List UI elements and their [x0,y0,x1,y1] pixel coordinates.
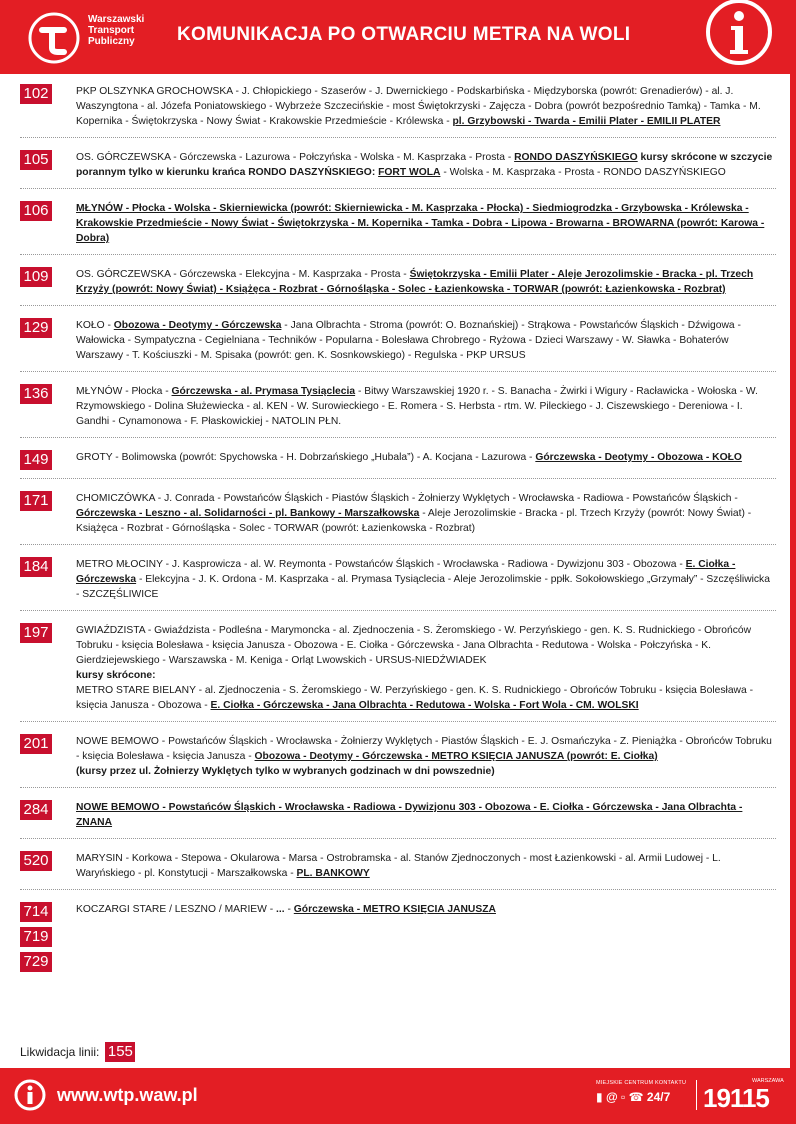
route-number-column [20,384,76,404]
route-segment: - [284,904,294,915]
route-number-column [20,150,76,170]
changed-segment: NOWE BEMOWO - Powstańców Śląskich - Wrocławska - Radiowa - Dywizjonu 303 - Obozowa - E. Ciołka - Górczewska - Jana Olbrachta - ZNANA [76,802,743,828]
route-segment: MARYSIN - Korkowa - Stepowa - Okularowa - Marsa - Ostrobramska - al. Stanów Zjednoczonych - most Łazienkowski - al. Armii Ludowej - L. Waryńskiego - pl. Konstytucji - Marszałkowska - [76,853,721,879]
route-segment: ... [276,904,285,915]
contact-number-part: 19 [703,1083,730,1113]
route-row [20,197,776,255]
route-segment: - Jana Olbrachta - Stroma (powrót: O. Boznańskiej) - Strąkowa - Powstańców Śląskich - Dźwigowa - Wałowicka - Sympatyczna - Cegielniana - Techników - Popularna - Bolesława Chrobrego - Ryżowa - Dzieci Warszawy - W. Sławka - Bohaterów Warszawy - T. Kościuszki - M. Spisaka (powrót: gen. K. Sosnkowskiego) - Regulska - PKP URSUS [76,320,741,361]
route-segment: OS. GÓRCZEWSKA - Górczewska - Elekcyjna - M. Kasprzaka - Prosta - [76,269,410,280]
route-description [76,84,776,129]
line-number-badge: 184 [20,557,52,577]
line-number-badge: 201 [20,734,52,754]
contact-hours: 24/7 [646,1090,671,1104]
route-row [20,446,776,479]
route-row [20,730,776,788]
route-row [20,796,776,839]
route-segment: KOŁO - [76,320,114,331]
logo-line: Warszawski [88,14,145,25]
route-row [20,898,776,980]
route-number-column [20,267,76,287]
line-number-badge: 729 [20,952,52,972]
changed-segment: Obozowa - Deotymy - Górczewska - METRO KSIĘCIA JANUSZA (powrót: E. Ciołka) [254,751,658,762]
route-number-column [20,557,76,577]
edge-rule [790,0,796,1124]
contact-number-part: 115 [729,1083,769,1113]
route-row [20,553,776,611]
line-number-badge: 719 [20,927,52,947]
route-segment: GWIAŹDZISTA - Gwiaździsta - Podleśna - Marymoncka - al. Zjednoczenia - S. Żeromskiego - W. Perzyńskiego - gen. K. S. Rudnickiego - Obrońców Tobruku - księcia Bolesława - księcia Janusza - Obozowa - E. Ciołka - Górczewska - Jana Olbrachta - Redutowa - Wolska - Połczyńska - K. Gierdziejewskiego - Warszawska - M. Keniga - Orląt Lwowskich - URSUS-NIEDŹWIADEK [76,625,752,666]
wtp-logo-icon [28,12,80,64]
route-description [76,267,776,297]
route-segment: METRO MŁOCINY - J. Kasprowicza - al. W. Reymonta - Powstańców Śląskich - Wrocławska - Radiowa - Dywizjonu 303 - Obozowa - [76,559,686,570]
route-description [76,800,776,830]
changed-segment: Górczewska - al. Prymasa Tysiąclecia [171,386,356,397]
screen-icon: ▫ [621,1090,626,1104]
changed-segment: E. Ciołka - Górczewska [76,559,736,585]
route-segment: kursy skrócone w szczycie porannym tylko w kierunku krańca RONDO DASZYŃSKIEGO: [76,152,773,178]
changed-segment: Górczewska - Leszno - al. Solidarności - pl. Bankowy - Marszałkowska [76,508,420,519]
route-row [20,146,776,189]
line-number-badge: 171 [20,491,52,511]
route-list [20,80,776,988]
changed-segment: pl. Grzybowski - Twarda - Emilii Plater - EMILII PLATER [452,116,721,127]
route-number-column [20,851,76,871]
route-number-column [20,450,76,470]
route-number-column [20,201,76,221]
route-segment: kursy skrócone: [76,670,156,681]
route-segment: KOCZARGI STARE / LESZNO / MARIEW - [76,904,277,915]
line-number-badge: 284 [20,800,52,820]
route-description [76,557,776,602]
phone-icon: ▮ [596,1090,603,1104]
route-description [76,384,776,429]
line-number-badge: 129 [20,318,52,338]
route-segment: CHOMICZÓWKA - J. Conrada - Powstańców Śląskich - Piastów Śląskich - Żołnierzy Wyklętych - Wrocławska - Radiowa - Powstańców Śląskich - [76,493,738,504]
route-row [20,487,776,545]
changed-segment: PL. BANKOWY [296,868,370,879]
route-row [20,380,776,438]
route-number-column [20,800,76,820]
liquidation-label: Likwidacja linii: [20,1045,100,1059]
route-segment: GROTY - Bolimowska (powrót: Spychowska - H. Dobrzańskiego „Hubala”) - A. Kocjana - Lazurowa - [76,452,536,463]
route-segment: MŁYNÓW - Płocka - [76,386,172,397]
route-number-column [20,623,76,643]
route-description [76,150,776,180]
logo-text [88,14,144,47]
route-row [20,847,776,890]
route-segment: PKP OLSZYNKA GROCHOWSKA - J. Chłopickiego - Szaserów - J. Dwernickiego - Podskarbińska - Międzyborska (powrót: Grenadierów) - al. J. Waszyngtona - al. Józefa Poniatowskiego - Wybrzeże Szczecińskie - most Świętokrzyski - Zajęcza - Dobra (powrót bezpośrednio Tamką) - Tamka - M. Kopernika - Świętokrzyska - Nowy Świat - Krakowskie Przedmieście - Królewska - [76,86,761,127]
route-segment: - Aleje Jerozolimskie - Bracka - pl. Trzech Krzyży (powrót: Nowy Świat) - Książęca - Rozbrat - Górnośląska - Solec - TORWAR (powrót: Łazienkowska - Rozbrat) [76,508,752,534]
route-description [76,450,776,465]
route-number-column [20,491,76,511]
line-number-badge: 197 [20,623,52,643]
line-number-badge: 109 [20,267,52,287]
line-number-badge: 105 [20,150,52,170]
route-segment: NOWE BEMOWO - Powstańców Śląskich - Wrocławska - Żołnierzy Wyklętych - Piastów Śląskich - E. J. Osmańczyka - Z. Pieniążka - Obrońców Tobruku - księcia Bolesława - księcia Janusza - [76,736,772,762]
route-segment: - Bitwy Warszawskiej 1920 r. - S. Banacha - Żwirki i Wigury - Racławicka - Wołoska - W. Rzymowskiego - Dolina Służewiecka - al. KEN - W. Surowieckiego - E. Romera - S. Herbsta - rtm. W. Pileckiego - J. Ciszewskiego - Dereniowa - I. Gandhi - Cynamonowa - F. Płaskowickiej - NATOLIN PŁN. [76,386,758,427]
line-number-badge: 136 [20,384,52,404]
changed-segment: E. Ciołka - Górczewska - Jana Olbrachta - Redutowa - Wolska - Fort Wola - CM. WOLSKI [210,700,639,711]
changed-segment: RONDO DASZYŃSKIEGO [514,152,638,163]
contact-number [703,1083,769,1114]
line-number-badge: 520 [20,851,52,871]
website-link[interactable]: www.wtp.waw.pl [57,1085,198,1105]
route-description [76,491,776,536]
city-label: WARSZAWA [752,1078,784,1084]
route-description [76,902,776,917]
changed-segment: Obozowa - Deotymy - Górczewska [113,320,282,331]
telephone-icon: ☎ [628,1090,644,1104]
route-row [20,80,776,138]
liquidation-row [20,1042,135,1062]
line-number-badge: 149 [20,450,52,470]
info-icon [703,0,775,70]
header-bar [0,0,796,74]
logo-line: Transport [88,25,135,36]
route-description [76,318,776,363]
route-segment: OS. GÓRCZEWSKA - Górczewska - Lazurowa - Połczyńska - Wolska - M. Kasprzaka - Prosta - [76,152,515,163]
line-number-badge: 102 [20,84,52,104]
route-description [76,851,776,881]
changed-segment: Świętokrzyska - Emilii Plater - Aleje Jerozolimskie - Bracka - pl. Trzech Krzyży (powrót: Nowy Świat) - Książęca - Rozbrat - Górnośląska - Solec - Łazienkowska - TORWAR (powrót: Łazienkowska - Rozbrat) [76,269,754,295]
divider [696,1080,697,1110]
route-segment: - Wolska - M. Kasprzaka - Prosta - RONDO DASZYŃSKIEGO [440,167,726,178]
route-segment: (kursy przez ul. Żołnierzy Wyklętych tylko w wybranych godzinach w dni powszednie) [76,766,495,777]
line-number-badge: 106 [20,201,52,221]
route-number-column [20,318,76,338]
at-icon: @ [605,1090,618,1104]
route-row [20,263,776,306]
info-icon [14,1079,46,1111]
route-number-column [20,84,76,104]
page-title: KOMUNIKACJA PO OTWARCIU METRA NA WOLI [177,24,631,45]
route-description [76,201,776,246]
changed-segment: Górczewska - Deotymy - Obozowa - KOŁO [535,452,742,463]
route-segment: - Elekcyjna - J. K. Ordona - M. Kasprzaka - al. Prymasa Tysiąclecia - Aleje Jerozolimskie - ppłk. Sokołowskiego „Grzymały” - Szczęśliwicka - SZCZĘŚLIWICE [76,574,770,600]
route-segment: METRO STARE BIELANY - al. Zjednoczenia - S. Żeromskiego - W. Perzyńskiego - gen. K. S. Rudnickiego - Obrońców Tobruku - księcia Bolesława - księcia Janusza - Obozowa - [76,685,753,711]
changed-segment: MŁYNÓW - Płocka - Wolska - Skierniewicka (powrót: Skierniewicka - M. Kasprzaka - Płocka) - Siedmiogrodzka - Grzybowska - Królewska - Krakowskie Przedmieście - Nowy Świat - Świętokrzyska - M. Kopernika - Tamka - Dobra - Lipowa - Browarna - BROWARNA (powrót: Karowa - Dobra) [76,203,765,244]
changed-segment: FORT WOLA [378,167,441,178]
contact-channels [596,1090,670,1104]
route-row [20,619,776,722]
liquidated-line-badge: 155 [105,1042,135,1062]
footer-bar [0,1068,796,1124]
line-number-badge: 714 [20,902,52,922]
route-number-column [20,902,76,972]
route-number-column [20,734,76,754]
changed-segment: Górczewska - METRO KSIĘCIA JANUSZA [293,904,496,915]
route-row [20,314,776,372]
logo-line: Publiczny [88,36,135,47]
route-description [76,623,776,713]
route-description [76,734,776,779]
contact-center-label: MIEJSKIE CENTRUM KONTAKTU [596,1080,687,1086]
